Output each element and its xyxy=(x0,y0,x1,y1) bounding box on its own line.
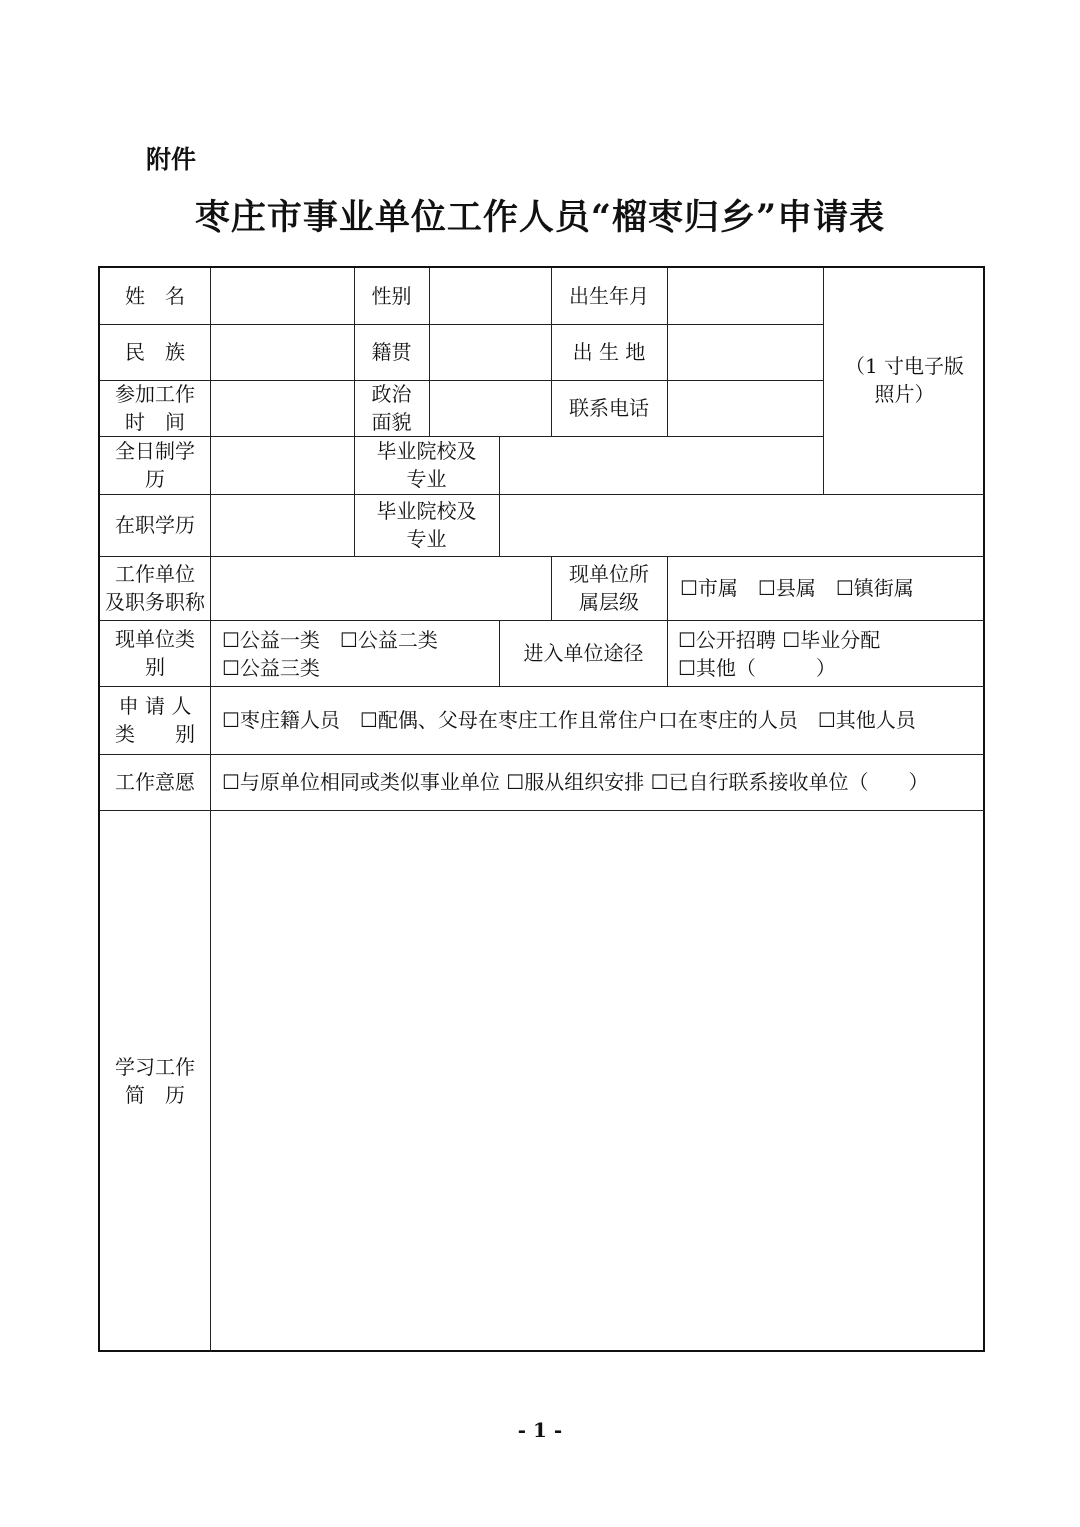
school-major-field[interactable] xyxy=(500,436,823,494)
label-unit-level xyxy=(551,556,667,620)
label-native-place: 籍贯 xyxy=(371,340,412,364)
form-title: 枣庄市事业单位工作人员“榴枣归乡”申请表 xyxy=(194,197,886,238)
label-work-start xyxy=(100,380,210,436)
label-birth: 出生年月 xyxy=(569,284,649,308)
label-entry-way: 进入单位途径 xyxy=(523,641,644,665)
label-resume-line2: 简 历 xyxy=(125,1083,185,1107)
political-field[interactable] xyxy=(430,380,551,436)
unit-type-options-line1[interactable]: ☐公益一类 ☐公益二类 xyxy=(222,628,438,652)
label-political-line2: 面貌 xyxy=(371,410,412,434)
label-unit-type-line1: 现单位类 xyxy=(115,627,195,651)
attachment-label: 附件 xyxy=(146,145,197,174)
photo-box[interactable] xyxy=(824,268,985,494)
label-political xyxy=(354,380,429,436)
resume-field[interactable] xyxy=(211,811,985,1352)
label-school-major-line1: 毕业院校及 xyxy=(376,439,477,463)
birth-field[interactable] xyxy=(668,268,823,324)
label-workunit-line1: 工作单位 xyxy=(115,562,195,586)
label-applicant-type-line1: 申 请 人 xyxy=(118,694,192,718)
label-workunit xyxy=(100,556,210,620)
entry-way-options-line2[interactable]: ☐其他（ ） xyxy=(678,656,836,680)
page-number: - 1 - xyxy=(517,1418,563,1442)
label-inservice-edu: 在职学历 xyxy=(115,513,195,537)
label-applicant-type xyxy=(100,686,210,754)
label-school-major-2-line1: 毕业院校及 xyxy=(376,499,477,523)
label-applicant-type-line2: 类 别 xyxy=(115,722,195,746)
label-work-start-line2: 时 间 xyxy=(125,410,185,434)
label-school-major-2-line2: 专业 xyxy=(406,527,447,551)
label-political-line1: 政治 xyxy=(371,382,412,406)
label-phone: 联系电话 xyxy=(569,396,649,420)
native-place-field[interactable] xyxy=(430,324,551,380)
label-school-major-2 xyxy=(354,494,499,556)
label-ethnicity: 民 族 xyxy=(125,340,185,364)
label-school-major-line2: 专业 xyxy=(406,467,447,491)
photo-hint-line2: 照片） xyxy=(874,382,935,406)
entry-way-options-line1[interactable]: ☐公开招聘 ☐毕业分配 xyxy=(678,628,881,652)
label-work-start-line1: 参加工作 xyxy=(115,382,195,406)
name-field[interactable] xyxy=(211,268,354,324)
workunit-field[interactable] xyxy=(211,556,551,620)
label-unit-type xyxy=(100,620,210,686)
fulltime-edu-field[interactable] xyxy=(211,436,354,494)
ethnicity-field[interactable] xyxy=(211,324,354,380)
label-intention: 工作意愿 xyxy=(115,770,195,794)
label-school-major xyxy=(354,436,499,494)
label-birthplace: 出 生 地 xyxy=(572,340,646,364)
label-fulltime-edu-line2: 历 xyxy=(145,467,165,491)
application-form xyxy=(98,266,985,1352)
unit-type-options-line2[interactable]: ☐公益三类 xyxy=(222,656,320,680)
label-fulltime-edu-line1: 全日制学 xyxy=(115,439,195,463)
unit-level-options[interactable]: ☐市属 ☐县属 ☐镇街属 xyxy=(680,576,914,600)
phone-field[interactable] xyxy=(668,380,823,436)
gender-field[interactable] xyxy=(430,268,551,324)
photo-hint-line1: （1 寸电子版 xyxy=(844,354,965,378)
birthplace-field[interactable] xyxy=(668,324,823,380)
intention-options[interactable]: ☐与原单位相同或类似事业单位 ☐服从组织安排 ☐已自行联系接收单位（ ） xyxy=(222,770,929,794)
school-major-2-field[interactable] xyxy=(500,494,985,556)
label-workunit-line2: 及职务职称 xyxy=(105,590,205,614)
label-name: 姓 名 xyxy=(125,284,185,308)
label-unit-type-line2: 别 xyxy=(145,655,165,679)
label-resume xyxy=(100,810,210,1352)
applicant-type-options[interactable]: ☐枣庄籍人员 ☐配偶、父母在枣庄工作且常住户口在枣庄的人员 ☐其他人员 xyxy=(222,708,916,732)
label-unit-level-line2: 属层级 xyxy=(579,590,639,614)
label-gender: 性别 xyxy=(371,284,412,308)
label-fulltime-edu xyxy=(100,436,210,494)
work-start-field[interactable] xyxy=(211,380,354,436)
label-resume-line1: 学习工作 xyxy=(115,1055,195,1079)
inservice-edu-field[interactable] xyxy=(211,494,354,556)
label-unit-level-line1: 现单位所 xyxy=(569,562,649,586)
